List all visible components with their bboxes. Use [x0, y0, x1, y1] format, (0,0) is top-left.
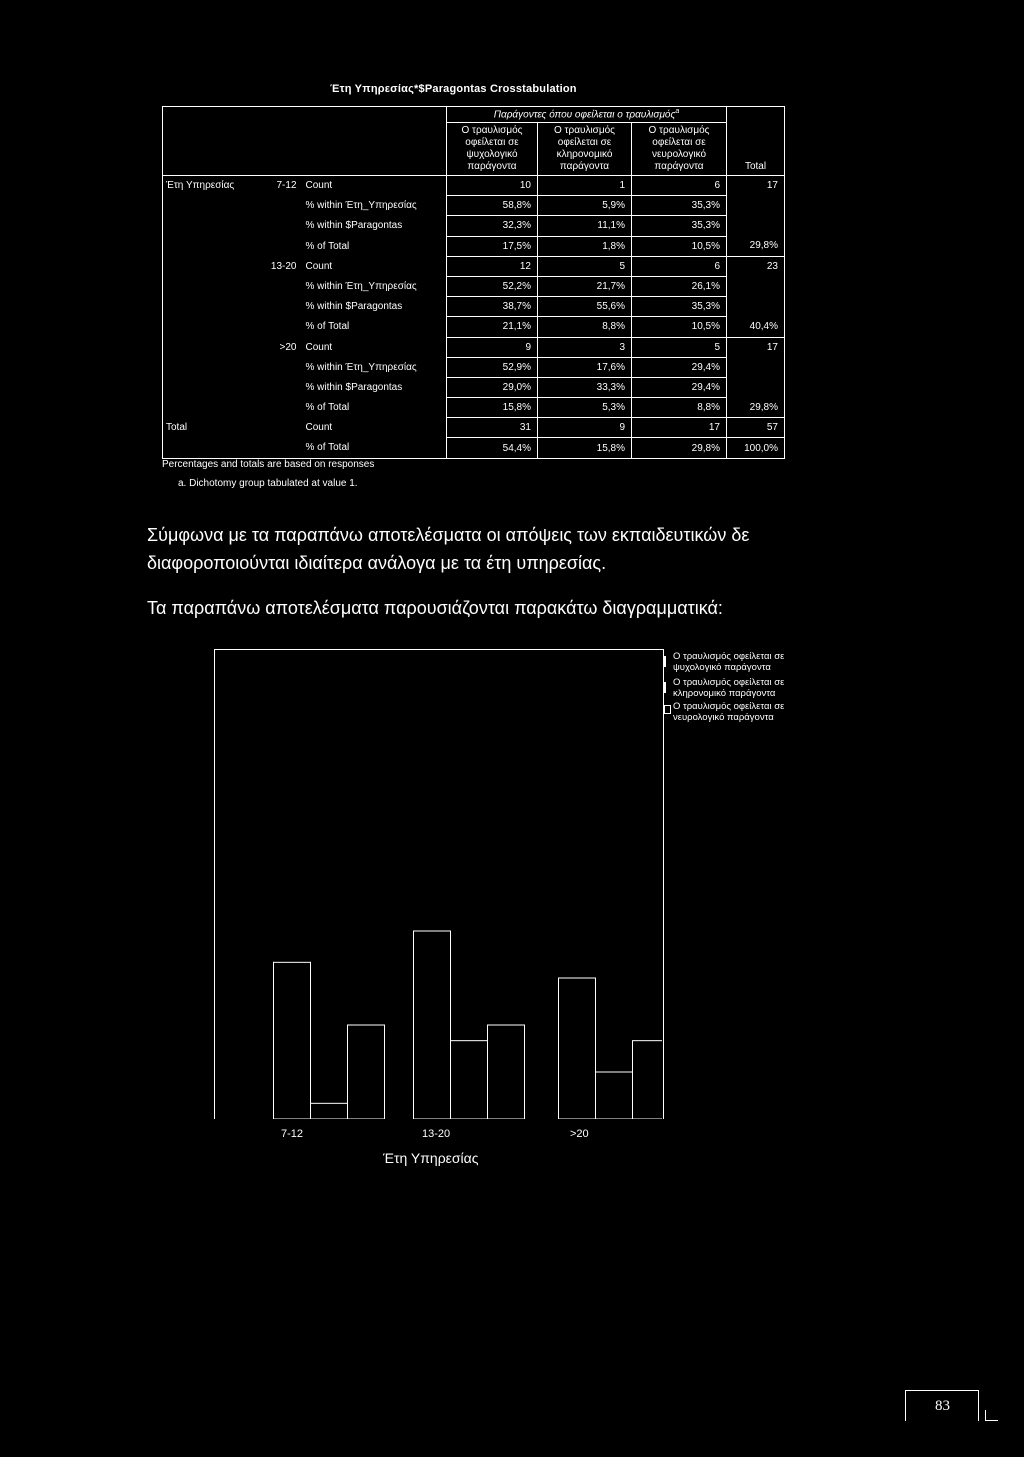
table-title: Έτη Υπηρεσίας*$Paragontas Crosstabulation: [330, 83, 577, 95]
table-cell: 32,3%: [447, 216, 538, 236]
table-cell: 8,8%: [632, 398, 727, 418]
column-header-neurological: Ο τραυλισμός οφείλεται σε νευρολογικό παράγοντα: [632, 123, 727, 176]
table-cell: 5: [632, 337, 727, 357]
total-group-blank: [251, 418, 303, 438]
table-cell: 21,1%: [447, 317, 538, 337]
table-row: [163, 276, 785, 296]
table-cell: 5: [538, 256, 632, 276]
bar-neurological-0: [348, 1025, 385, 1119]
total-blank: [163, 438, 251, 458]
table-cell: 38,7%: [447, 297, 538, 317]
table-cell: 10,5%: [632, 236, 727, 256]
row-var-blank: [163, 337, 251, 357]
table-cell: 100,0%: [727, 438, 785, 458]
table-cell: 52,9%: [447, 357, 538, 377]
footnote-percentages: Percentages and totals are based on responses: [162, 459, 375, 470]
table-cell: [727, 276, 785, 296]
header-blank-total: [727, 107, 785, 123]
crosstab-body: [163, 176, 785, 459]
table-cell: 29,8%: [727, 398, 785, 418]
paragraph-1-line-2: διαφοροποιούνται ιδιαίτερα ανάλογα με τα έτη υπηρεσίας.: [147, 553, 607, 573]
legend-swatch-hereditary: [664, 682, 666, 693]
corner-mark: [985, 1410, 998, 1421]
table-cell: 31: [447, 418, 538, 438]
table-cell: 17: [632, 418, 727, 438]
stat-label: % of Total: [305, 240, 350, 252]
table-cell: 40,4%: [727, 317, 785, 337]
table-cell: 6: [632, 176, 727, 196]
group-label: 13-20: [270, 260, 297, 272]
stat-label: % within Έτη_Υπηρεσίας: [305, 361, 417, 373]
row-var-blank: [163, 377, 251, 397]
table-cell: 11,1%: [538, 216, 632, 236]
row-var-blank: [163, 297, 251, 317]
column-group-header: [447, 107, 727, 123]
table-cell: 29,4%: [632, 357, 727, 377]
table-cell: 10: [447, 176, 538, 196]
table-row: [163, 176, 785, 196]
table-cell: 15,8%: [538, 438, 632, 458]
header-blank: [163, 107, 447, 123]
page-number: 83: [935, 1398, 950, 1414]
table-row: [163, 196, 785, 216]
table-cell: 17: [727, 176, 785, 196]
table-cell: [727, 196, 785, 216]
row-var-blank: [163, 398, 251, 418]
table-cell: 6: [632, 256, 727, 276]
table-row: [163, 297, 785, 317]
stat-label: % within Έτη_Υπηρεσίας: [305, 281, 417, 293]
x-tick-label: >20: [570, 1128, 589, 1140]
x-tick-label: 13-20: [422, 1128, 451, 1140]
bar-psychological-0: [274, 962, 311, 1119]
table-cell: 17: [727, 337, 785, 357]
table-cell: 29,8%: [727, 236, 785, 256]
group-blank: [251, 357, 303, 377]
table-cell: 54,4%: [447, 438, 538, 458]
legend-swatch-psychological: [664, 656, 666, 667]
stat-label: % of Total: [305, 321, 350, 333]
bar-hereditary-2: [596, 1072, 633, 1119]
legend-swatch-neurological: [664, 705, 671, 714]
row-var-label: Έτη Υπηρεσίας: [163, 176, 251, 196]
group-label: 7-12: [276, 180, 297, 192]
table-cell: 33,3%: [538, 377, 632, 397]
group-blank: [251, 236, 303, 256]
bar-neurological-2: [633, 1041, 663, 1119]
table-cell: 55,6%: [538, 297, 632, 317]
stat-label: % within $Paragontas: [305, 220, 403, 232]
group-blank: [251, 276, 303, 296]
table-cell: 17,6%: [538, 357, 632, 377]
x-axis-label: Έτη Υπηρεσίας: [383, 1150, 479, 1166]
bar-psychological-2: [559, 978, 596, 1119]
table-cell: 17,5%: [447, 236, 538, 256]
column-header-psychological: Ο τραυλισμός οφείλεται σε ψυχολογικό παράγοντα: [447, 123, 538, 176]
group-blank: [251, 398, 303, 418]
table-cell: 23: [727, 256, 785, 276]
stat-label: % within $Paragontas: [305, 301, 403, 313]
legend-label-hereditary: Ο τραυλισμός οφείλεται σε κληρονομικό παράγοντα: [673, 677, 785, 699]
table-cell: 26,1%: [632, 276, 727, 296]
row-var-blank: [163, 317, 251, 337]
table-cell: 35,3%: [632, 216, 727, 236]
table-cell: 1: [538, 176, 632, 196]
table-cell: 29,8%: [632, 438, 727, 458]
group-blank: [251, 377, 303, 397]
table-cell: 52,2%: [447, 276, 538, 296]
bar-psychological-1: [414, 931, 451, 1119]
stat-label: % within $Paragontas: [305, 381, 403, 393]
header-blank-2: [163, 123, 447, 176]
table-cell: 29,0%: [447, 377, 538, 397]
footnote-dichotomy: a. Dichotomy group tabulated at value 1.: [178, 478, 358, 489]
table-cell: 1,8%: [538, 236, 632, 256]
column-header-total: Total: [727, 123, 785, 176]
table-row: [163, 236, 785, 256]
table-row: [163, 377, 785, 397]
row-var-blank: [163, 236, 251, 256]
table-row: [163, 418, 785, 438]
paragraph-2: Τα παραπάνω αποτελέσματα παρουσιάζονται παρακάτω διαγραμματικά:: [147, 598, 723, 618]
group-blank: [251, 216, 303, 236]
stat-label: Count: [305, 180, 333, 192]
group-blank: [251, 196, 303, 216]
stat-label: % of Total: [303, 438, 447, 458]
table-cell: [727, 357, 785, 377]
table-cell: 5,3%: [538, 398, 632, 418]
table-cell: 5,9%: [538, 196, 632, 216]
column-group-header-text: Παράγοντες όπου οφείλεται ο τραυλισμός: [493, 109, 676, 121]
row-var-blank: [163, 357, 251, 377]
table-cell: 9: [447, 337, 538, 357]
table-cell: 58,8%: [447, 196, 538, 216]
table-cell: 3: [538, 337, 632, 357]
row-var-blank: [163, 276, 251, 296]
table-cell: [727, 297, 785, 317]
table-row: [163, 256, 785, 276]
table-cell: 8,8%: [538, 317, 632, 337]
stat-label: Count: [305, 260, 333, 272]
column-header-hereditary: Ο τραυλισμός οφείλεται σε κληρονομικό παράγοντα: [538, 123, 632, 176]
legend-label-psychological: Ο τραυλισμός οφείλεται σε ψυχολογικό παράγοντα: [673, 651, 785, 673]
table-cell: 10,5%: [632, 317, 727, 337]
group-label: >20: [279, 341, 297, 353]
table-row: [163, 438, 785, 458]
bar-chart: [214, 649, 662, 1119]
table-cell: 12: [447, 256, 538, 276]
group-blank: [251, 297, 303, 317]
row-var-blank: [163, 196, 251, 216]
stat-label: Count: [305, 422, 333, 434]
total-label: Total: [163, 418, 251, 438]
table-cell: 15,8%: [447, 398, 538, 418]
row-var-blank: [163, 216, 251, 236]
bar-neurological-1: [488, 1025, 525, 1119]
table-cell: 29,4%: [632, 377, 727, 397]
paragraph-1-line-1: Σύμφωνα με τα παραπάνω αποτελέσματα οι απόψεις των εκπαιδευτικών δε: [147, 525, 750, 545]
footnote-mark: a: [675, 108, 680, 116]
table-row: [163, 398, 785, 418]
table-row: [163, 357, 785, 377]
total-group-blank: [251, 438, 303, 458]
bar-hereditary-0: [311, 1103, 348, 1119]
stat-label: Count: [305, 341, 333, 353]
bar-hereditary-1: [451, 1041, 488, 1119]
table-cell: 9: [538, 418, 632, 438]
stat-label: % within Έτη_Υπηρεσίας: [305, 200, 417, 212]
table-cell: [727, 216, 785, 236]
table-row: [163, 337, 785, 357]
x-tick-label: 7-12: [281, 1128, 304, 1140]
table-row: [163, 317, 785, 337]
table-cell: 57: [727, 418, 785, 438]
crosstab-table: [162, 106, 785, 459]
table-cell: 35,3%: [632, 196, 727, 216]
group-blank: [251, 317, 303, 337]
row-var-blank: [163, 256, 251, 276]
table-cell: [727, 377, 785, 397]
table-cell: 35,3%: [632, 297, 727, 317]
legend-label-neurological: Ο τραυλισμός οφείλεται σε νευρολογικό παράγοντα: [673, 701, 785, 723]
table-row: [163, 216, 785, 236]
stat-label: % of Total: [305, 402, 350, 414]
table-cell: 21,7%: [538, 276, 632, 296]
